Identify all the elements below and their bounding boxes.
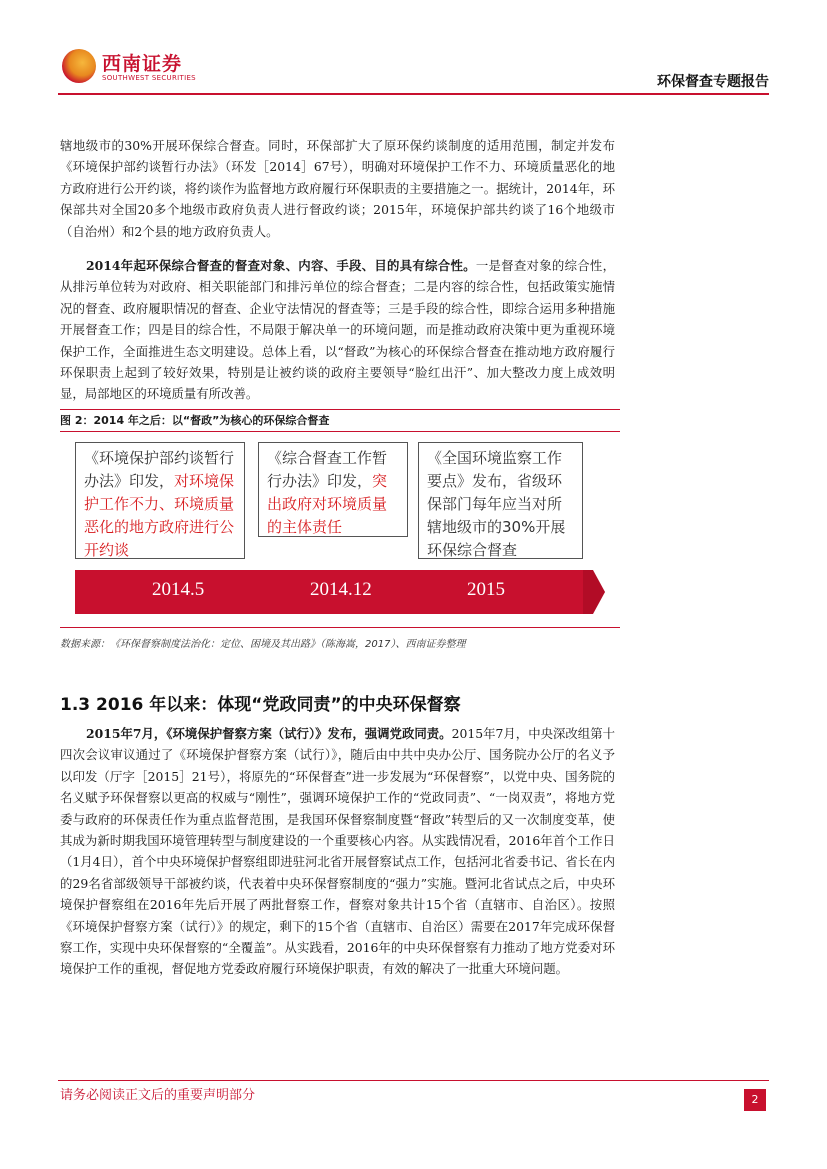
report-title: 环保督查专题报告 (657, 74, 769, 90)
figure-title-rule (60, 431, 620, 432)
paragraph-continued: 辖地级市的30%开展环保综合督查。同时，环保部扩大了原环保约谈制度的适用范围，制定并发布《环境保护部约谈暂行办法》（环发［2014］67号），明确对环境保护工作不力、环境质量恶化的地方政府进行公开约谈，将约谈作为监督地方政府履行环保职责的主要措施之一。据统计，2014年，环保部共对全国20多个地级市政府负责人进行督政约谈；2015年，环境保护部共约谈了16个地级市（自治州）和2个县的地方政府负责人。 (60, 138, 615, 239)
section-heading: 1.3 2016 年以来：体现“党政同责”的中央环保督察 (60, 695, 461, 715)
timeline-box-2014-5 (75, 442, 245, 559)
timeline-arrow-tip (583, 570, 605, 614)
logo-english-name: SOUTHWEST SECURITIES (102, 74, 196, 82)
box-highlight-text: 突出政府对环境质量的主体责任 (267, 472, 388, 536)
logo-emblem-icon (62, 49, 96, 83)
logo-chinese-name: 西南证券 (102, 53, 183, 75)
header-divider (58, 93, 769, 95)
box-text: 《环境保护部约谈暂行办法》印发， (84, 449, 235, 490)
figure-top-rule (60, 409, 620, 410)
timeline-box-2014-12 (258, 442, 408, 537)
box-text: 《综合督查工作暂行办法》印发， (267, 449, 388, 490)
timeline-date-3: 2015 (467, 579, 505, 600)
paragraph-central-inspection (60, 723, 615, 980)
timeline-date-2: 2014.12 (310, 579, 372, 600)
figure-bottom-rule (60, 627, 620, 628)
timeline-date-1: 2014.5 (152, 579, 205, 600)
figure-source: 数据来源：《环保督察制度法治化：定位、困境及其出路》（陈海嵩，2017）、西南证券整理 (60, 639, 466, 650)
company-logo (62, 47, 196, 87)
box-text: 《全国环境监察工作要点》发布，省级环保部门每年应当对所辖地级市的30%开展环保综合督查 (427, 449, 566, 559)
footer-disclaimer: 请务必阅读正文后的重要声明部分 (60, 1088, 256, 1103)
paragraph-body: 一是督查对象的综合性，从排污单位转为对政府、相关职能部门和排污单位的综合督查；二是内容的综合性，包括政策实施情况的督查、政府履职情况的督查、企业守法情况的督查等；三是手段的综合性，即综合运用多种措施开展督查工作；四是目的综合性，不局限于解决单一的环境问题，而是推动政府决策中更为重视环境保护工作，全面推进生态文明建设。总体上看，以“督政”为核心的环保综合督查在推动地方政府履行环保职责上起到了较好效果，特别是让被约谈的政府主要领导“脸红出汗”、加大整改力度上成效明显，局部地区的环境质量有所改善。 (60, 258, 615, 402)
box-highlight-text: 对环境保护工作不力、环境质量恶化的地方政府进行公开约谈 (84, 472, 235, 559)
paragraph-comprehensive-inspection (60, 255, 615, 405)
paragraph-body: 2015年7月，中央深改组第十四次会议审议通过了《环境保护督察方案（试行）》，随后由中共中央办公厅、国务院办公厅的名义予以印发（厅字［2015］21号），将原先的“环保督查”进一步发展为“环保督察”，以党中央、国务院的名义赋予环保督察以更高的权威与“刚性”，强调环境保护工作的“党政同责”、“一岗双责”，将地方党委与政府的环保责任作为重点监督范围，是我国环保督察制度暨“督政”转型后的又一次制度变革，使其成为新时期我国环境管理转型与制度建设的一个重要核心内容。从实践情况看，2016年首个工作日（1月4日），首个中央环境保护督察组即进驻河北省开展督察试点工作，包括河北省委书记、省长在内的29名省部级领导干部被约谈，代表着中央环保督察制度的“强力”实施。暨河北省试点之后，中央环境保护督察组在2016年先后开展了两批督察工作，督察对象共计15个省（直辖市、自治区）。按照《环境保护督察方案（试行）》的规定，剩下的15个省（直辖市、自治区）需要在2017年完成环保督察工作，实现中央环保督察的“全覆盖”。从实践看，2016年的中央环保督察有力推动了地方党委对环境保护工作的重视，督促地方党委政府履行环境保护职责，有效的解决了一批重大环境问题。 (60, 726, 615, 977)
paragraph-lead-bold: 2014年起环保综合督查的督查对象、内容、手段、目的具有综合性。 (86, 258, 476, 273)
footer-divider (58, 1080, 769, 1081)
page-number: 2 (744, 1089, 766, 1111)
figure-title: 图 2：2014 年之后：以“督政”为核心的环保综合督查 (60, 414, 330, 427)
timeline-box-2015 (418, 442, 583, 559)
paragraph-lead-bold: 2015年7月，《环境保护督察方案（试行）》发布，强调党政同责。 (86, 726, 452, 741)
